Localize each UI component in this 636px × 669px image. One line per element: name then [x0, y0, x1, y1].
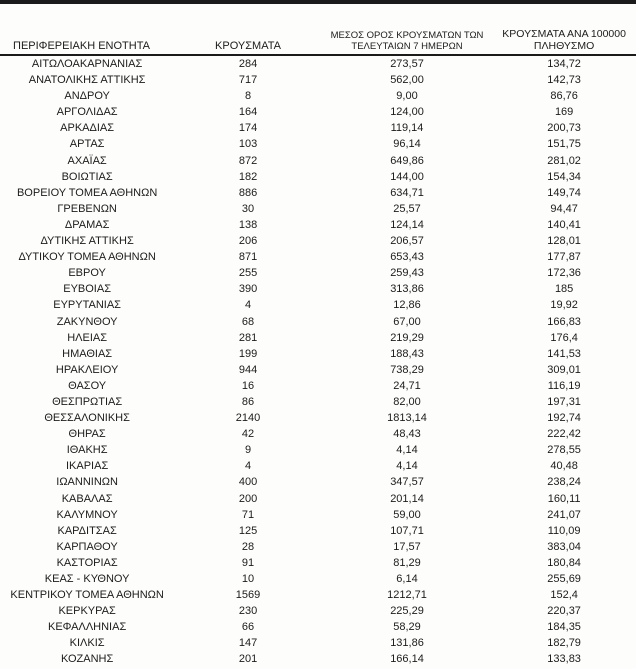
table-row	[0, 314, 636, 330]
cases-by-region-table	[0, 4, 636, 668]
cell-cases-per-100000: 177,87	[547, 251, 581, 264]
cell-region: ΒΟΙΩΤΙΑΣ	[61, 170, 113, 183]
cell-cases-per-100000: 241,07	[547, 508, 581, 521]
cell-cases-per-100000: 176,4	[550, 331, 578, 344]
table-row	[0, 507, 636, 523]
cell-cases-per-100000: 141,53	[547, 347, 581, 360]
cell-region: ΑΧΑΪΑΣ	[67, 154, 107, 167]
table-row	[0, 442, 636, 458]
cell-cases: 16	[241, 379, 255, 392]
cell-7day-average: 1212,71	[387, 589, 427, 602]
column-header-cases: ΚΡΟΥΣΜΑΤΑ	[174, 4, 322, 55]
cell-cases: 71	[241, 508, 255, 521]
cell-cases: 390	[238, 283, 258, 296]
cell-region: ΗΜΑΘΙΑΣ	[62, 347, 113, 360]
cell-cases: 68	[241, 315, 255, 328]
cell-cases-per-100000: 172,36	[547, 267, 581, 280]
cell-cases: 164	[238, 106, 258, 119]
cell-cases: 872	[238, 154, 258, 167]
table-row	[0, 378, 636, 394]
cell-region: ΗΛΕΙΑΣ	[67, 331, 108, 344]
cell-cases: 255	[238, 267, 258, 280]
cell-cases-per-100000: 383,04	[547, 540, 581, 553]
table-row	[0, 153, 636, 169]
cell-region: ΚΑΣΤΟΡΙΑΣ	[56, 556, 118, 569]
cell-7day-average: 738,29	[390, 363, 424, 376]
table-row	[0, 539, 636, 555]
cell-region: ΙΚΑΡΙΑΣ	[65, 460, 109, 473]
cell-cases-per-100000: 184,35	[547, 621, 581, 634]
cell-region: ΗΡΑΚΛΕΙΟΥ	[55, 363, 119, 376]
table-row	[0, 104, 636, 120]
cell-7day-average: 188,43	[390, 347, 424, 360]
cell-cases: 4	[244, 460, 252, 473]
cell-cases-per-100000: 40,48	[550, 460, 578, 473]
cell-cases: 4	[244, 299, 252, 312]
cell-7day-average: 144,00	[390, 170, 424, 183]
table-row	[0, 169, 636, 185]
cell-cases-per-100000: 149,74	[547, 186, 581, 199]
cell-cases-per-100000: 133,83	[547, 653, 581, 666]
cell-cases: 944	[238, 363, 258, 376]
cell-region: ΙΘΑΚΗΣ	[66, 444, 108, 457]
cell-region: ΑΙΤΩΛΟΑΚΑΡΝΑΝΙΑΣ	[31, 58, 143, 70]
table-row	[0, 651, 636, 667]
cell-7day-average: 273,57	[390, 58, 424, 70]
cell-cases-per-100000: 200,73	[547, 122, 581, 135]
cell-7day-average: 219,29	[390, 331, 424, 344]
table-row	[0, 474, 636, 490]
cell-7day-average: 649,86	[390, 154, 424, 167]
cell-cases: 30	[241, 202, 255, 215]
cell-7day-average: 67,00	[393, 315, 421, 328]
cell-region: ΘΕΣΠΡΩΤΙΑΣ	[52, 395, 123, 408]
cell-7day-average: 24,71	[393, 379, 421, 392]
cell-region: ΓΡΕΒΕΝΩΝ	[57, 202, 117, 215]
cell-cases-per-100000: 152,4	[550, 589, 578, 602]
cell-cases-per-100000: 110,09	[547, 524, 581, 537]
cell-region: ΔΥΤΙΚΟΥ ΤΟΜΕΑ ΑΘΗΝΩΝ	[18, 251, 156, 264]
cell-cases: 66	[241, 621, 255, 634]
cell-cases-per-100000: 151,75	[547, 138, 581, 151]
cell-cases: 1569	[235, 589, 261, 602]
cell-cases-per-100000: 238,24	[547, 476, 581, 489]
cell-cases: 91	[241, 556, 255, 569]
cell-7day-average: 48,43	[393, 428, 421, 441]
table-row	[0, 458, 636, 474]
cell-7day-average: 119,14	[390, 122, 424, 135]
cell-region: ΒΟΡΕΙΟΥ ΤΟΜΕΑ ΑΘΗΝΩΝ	[16, 186, 158, 199]
cell-7day-average: 25,57	[393, 202, 421, 215]
cell-cases: 871	[238, 251, 258, 264]
cell-7day-average: 259,43	[390, 267, 424, 280]
cell-7day-average: 58,29	[393, 621, 421, 634]
cell-region: ΕΥΡΥΤΑΝΙΑΣ	[53, 299, 121, 312]
cell-cases: 8	[244, 90, 252, 103]
cell-7day-average: 124,14	[390, 218, 424, 231]
table-row	[0, 185, 636, 201]
cell-region: ΖΑΚΥΝΘΟΥ	[56, 315, 118, 328]
table-row	[0, 281, 636, 297]
cell-cases-per-100000: 154,34	[547, 170, 581, 183]
table-row	[0, 72, 636, 88]
table-row	[0, 88, 636, 104]
cell-cases: 2140	[235, 412, 261, 425]
cell-7day-average: 124,00	[390, 106, 424, 119]
cell-region: ΑΝΑΤΟΛΙΚΗΣ ΑΤΤΙΚΗΣ	[28, 74, 146, 87]
cell-7day-average: 4,14	[396, 444, 418, 457]
cell-cases: 9	[244, 444, 252, 457]
table-row	[0, 120, 636, 136]
cell-cases-per-100000: 128,01	[547, 235, 581, 248]
cell-region: ΚΙΛΚΙΣ	[69, 637, 105, 650]
cell-cases-per-100000: 86,76	[550, 90, 578, 103]
cell-region: ΑΝΔΡΟΥ	[64, 90, 110, 103]
cell-7day-average: 653,43	[390, 251, 424, 264]
table-row	[0, 330, 636, 346]
cell-7day-average: 1813,14	[387, 412, 427, 425]
table-row	[0, 619, 636, 635]
cell-region: ΚΑΡΠΑΘΟΥ	[56, 540, 118, 553]
cell-cases-per-100000: 166,83	[547, 315, 581, 328]
cell-cases: 86	[241, 395, 255, 408]
column-header-region: ΠΕΡΙΦΕΡΕΙΑΚΗ ΕΝΟΤΗΤΑ	[0, 4, 174, 55]
cell-region: ΕΒΡΟΥ	[68, 267, 106, 280]
cell-7day-average: 59,00	[393, 508, 421, 521]
cell-cases: 199	[238, 347, 258, 360]
cell-region: ΚΑΛΥΜΝΟΥ	[56, 508, 118, 521]
cell-region: ΕΥΒΟΙΑΣ	[63, 283, 111, 296]
cell-7day-average: 206,57	[390, 235, 424, 248]
cell-cases: 886	[238, 186, 258, 199]
cell-7day-average: 4,14	[396, 460, 418, 473]
cell-region: ΔΥΤΙΚΗΣ ΑΤΤΙΚΗΣ	[40, 235, 134, 248]
cell-7day-average: 562,00	[390, 74, 424, 87]
cell-7day-average: 12,86	[393, 299, 421, 312]
table-row	[0, 249, 636, 265]
table-row	[0, 217, 636, 233]
cell-cases-per-100000: 140,41	[547, 218, 581, 231]
cell-7day-average: 17,57	[393, 540, 421, 553]
cell-cases: 125	[238, 524, 258, 537]
table-row	[0, 555, 636, 571]
cell-cases-per-100000: 142,73	[547, 74, 581, 87]
table-row	[0, 265, 636, 281]
table-header	[0, 4, 636, 55]
cell-7day-average: 107,71	[390, 524, 424, 537]
cell-7day-average: 313,86	[390, 283, 424, 296]
cell-cases: 717	[238, 74, 258, 87]
cell-region: ΚΑΡΔΙΤΣΑΣ	[57, 524, 117, 537]
cell-region: ΚΕΝΤΡΙΚΟΥ ΤΟΜΕΑ ΑΘΗΝΩΝ	[10, 589, 164, 602]
cell-cases-per-100000: 192,74	[547, 412, 581, 425]
cell-cases-per-100000: 160,11	[547, 492, 581, 505]
table-row	[0, 362, 636, 378]
cell-region: ΑΡΤΑΣ	[69, 138, 105, 151]
cell-7day-average: 96,14	[393, 138, 421, 151]
table-row	[0, 410, 636, 426]
table-body	[0, 55, 636, 668]
cell-7day-average: 347,57	[390, 476, 424, 489]
cell-cases-per-100000: 134,72	[547, 58, 581, 70]
cell-region: ΚΟΖΑΝΗΣ	[60, 653, 114, 666]
cell-region: ΚΑΒΑΛΑΣ	[61, 492, 113, 505]
cell-cases: 230	[238, 605, 258, 618]
cell-region: ΘΗΡΑΣ	[68, 428, 106, 441]
column-header-cases-per-100000: ΚΡΟΥΣΜΑΤΑ ΑΝΑ 100000 ΠΛΗΘΥΣΜΟ	[492, 4, 636, 55]
cell-region: ΔΡΑΜΑΣ	[64, 218, 110, 231]
cell-region: ΑΡΓΟΛΙΔΑΣ	[56, 106, 118, 119]
cell-cases-per-100000: 220,37	[547, 605, 581, 618]
cell-region: ΘΕΣΣΑΛΟΝΙΚΗΣ	[44, 412, 130, 425]
table-row	[0, 635, 636, 651]
cell-cases: 10	[241, 573, 255, 585]
cell-cases-per-100000: 197,31	[547, 395, 581, 408]
cell-region: ΚΕΦΑΛΛΗΝΙΑΣ	[48, 621, 127, 634]
cell-region: ΘΑΣΟΥ	[68, 379, 107, 392]
cell-cases-per-100000: 19,92	[550, 299, 578, 312]
cell-7day-average: 225,29	[390, 605, 424, 618]
table-row	[0, 233, 636, 249]
cell-cases-per-100000: 180,84	[547, 556, 581, 569]
cell-7day-average: 634,71	[390, 186, 424, 199]
cell-cases-per-100000: 309,01	[547, 363, 581, 376]
cell-7day-average: 6,14	[396, 573, 418, 585]
table-row	[0, 491, 636, 507]
cell-cases: 284	[238, 58, 258, 70]
cell-cases: 400	[238, 476, 258, 489]
header-row	[0, 4, 636, 55]
cell-cases-per-100000: 94,47	[550, 202, 578, 215]
table-row	[0, 587, 636, 603]
cell-region: ΙΩΑΝΝΙΝΩΝ	[56, 476, 118, 489]
table-row	[0, 136, 636, 152]
table-row	[0, 523, 636, 539]
cell-cases: 174	[238, 122, 258, 135]
cell-region: ΑΡΚΑΔΙΑΣ	[60, 122, 115, 135]
cell-cases: 103	[238, 138, 258, 151]
cell-cases-per-100000: 281,02	[547, 154, 581, 167]
cell-cases-per-100000: 169	[554, 106, 574, 119]
column-header-7day-average: ΜΕΣΟΣ ΟΡΟΣ ΚΡΟΥΣΜΑΤΩΝ ΤΩΝ ΤΕΛΕΥΤΑΙΩΝ 7 ΗΜΕΡΩΝ	[322, 4, 492, 55]
cell-7day-average: 82,00	[393, 395, 421, 408]
cell-7day-average: 166,14	[390, 653, 424, 666]
cell-cases-per-100000: 222,42	[547, 428, 581, 441]
cell-cases: 138	[238, 218, 258, 231]
cell-cases: 281	[238, 331, 258, 344]
table-row	[0, 426, 636, 442]
table-row	[0, 201, 636, 217]
cell-cases: 206	[238, 235, 258, 248]
cell-region: ΚΕΑΣ - ΚΥΘΝΟΥ	[44, 573, 130, 585]
cell-7day-average: 201,14	[390, 492, 424, 505]
cell-7day-average: 81,29	[393, 556, 421, 569]
cell-cases: 42	[241, 428, 255, 441]
cell-cases: 182	[238, 170, 258, 183]
cell-cases-per-100000: 278,55	[547, 444, 581, 457]
cell-7day-average: 9,00	[396, 90, 418, 103]
cell-cases: 201	[238, 653, 258, 666]
table-row	[0, 55, 636, 72]
cell-cases: 147	[238, 637, 258, 650]
table-row	[0, 394, 636, 410]
cell-cases-per-100000: 116,19	[547, 379, 581, 392]
cell-cases: 28	[241, 540, 255, 553]
table-row	[0, 297, 636, 313]
table-row	[0, 571, 636, 587]
cell-7day-average: 131,86	[390, 637, 424, 650]
cell-cases-per-100000: 182,79	[547, 637, 581, 650]
cell-cases: 200	[238, 492, 258, 505]
cell-region: ΚΕΡΚΥΡΑΣ	[58, 605, 116, 618]
table-row	[0, 346, 636, 362]
cell-cases-per-100000: 185	[554, 283, 574, 296]
cell-cases-per-100000: 255,69	[547, 573, 581, 585]
table-row	[0, 603, 636, 619]
